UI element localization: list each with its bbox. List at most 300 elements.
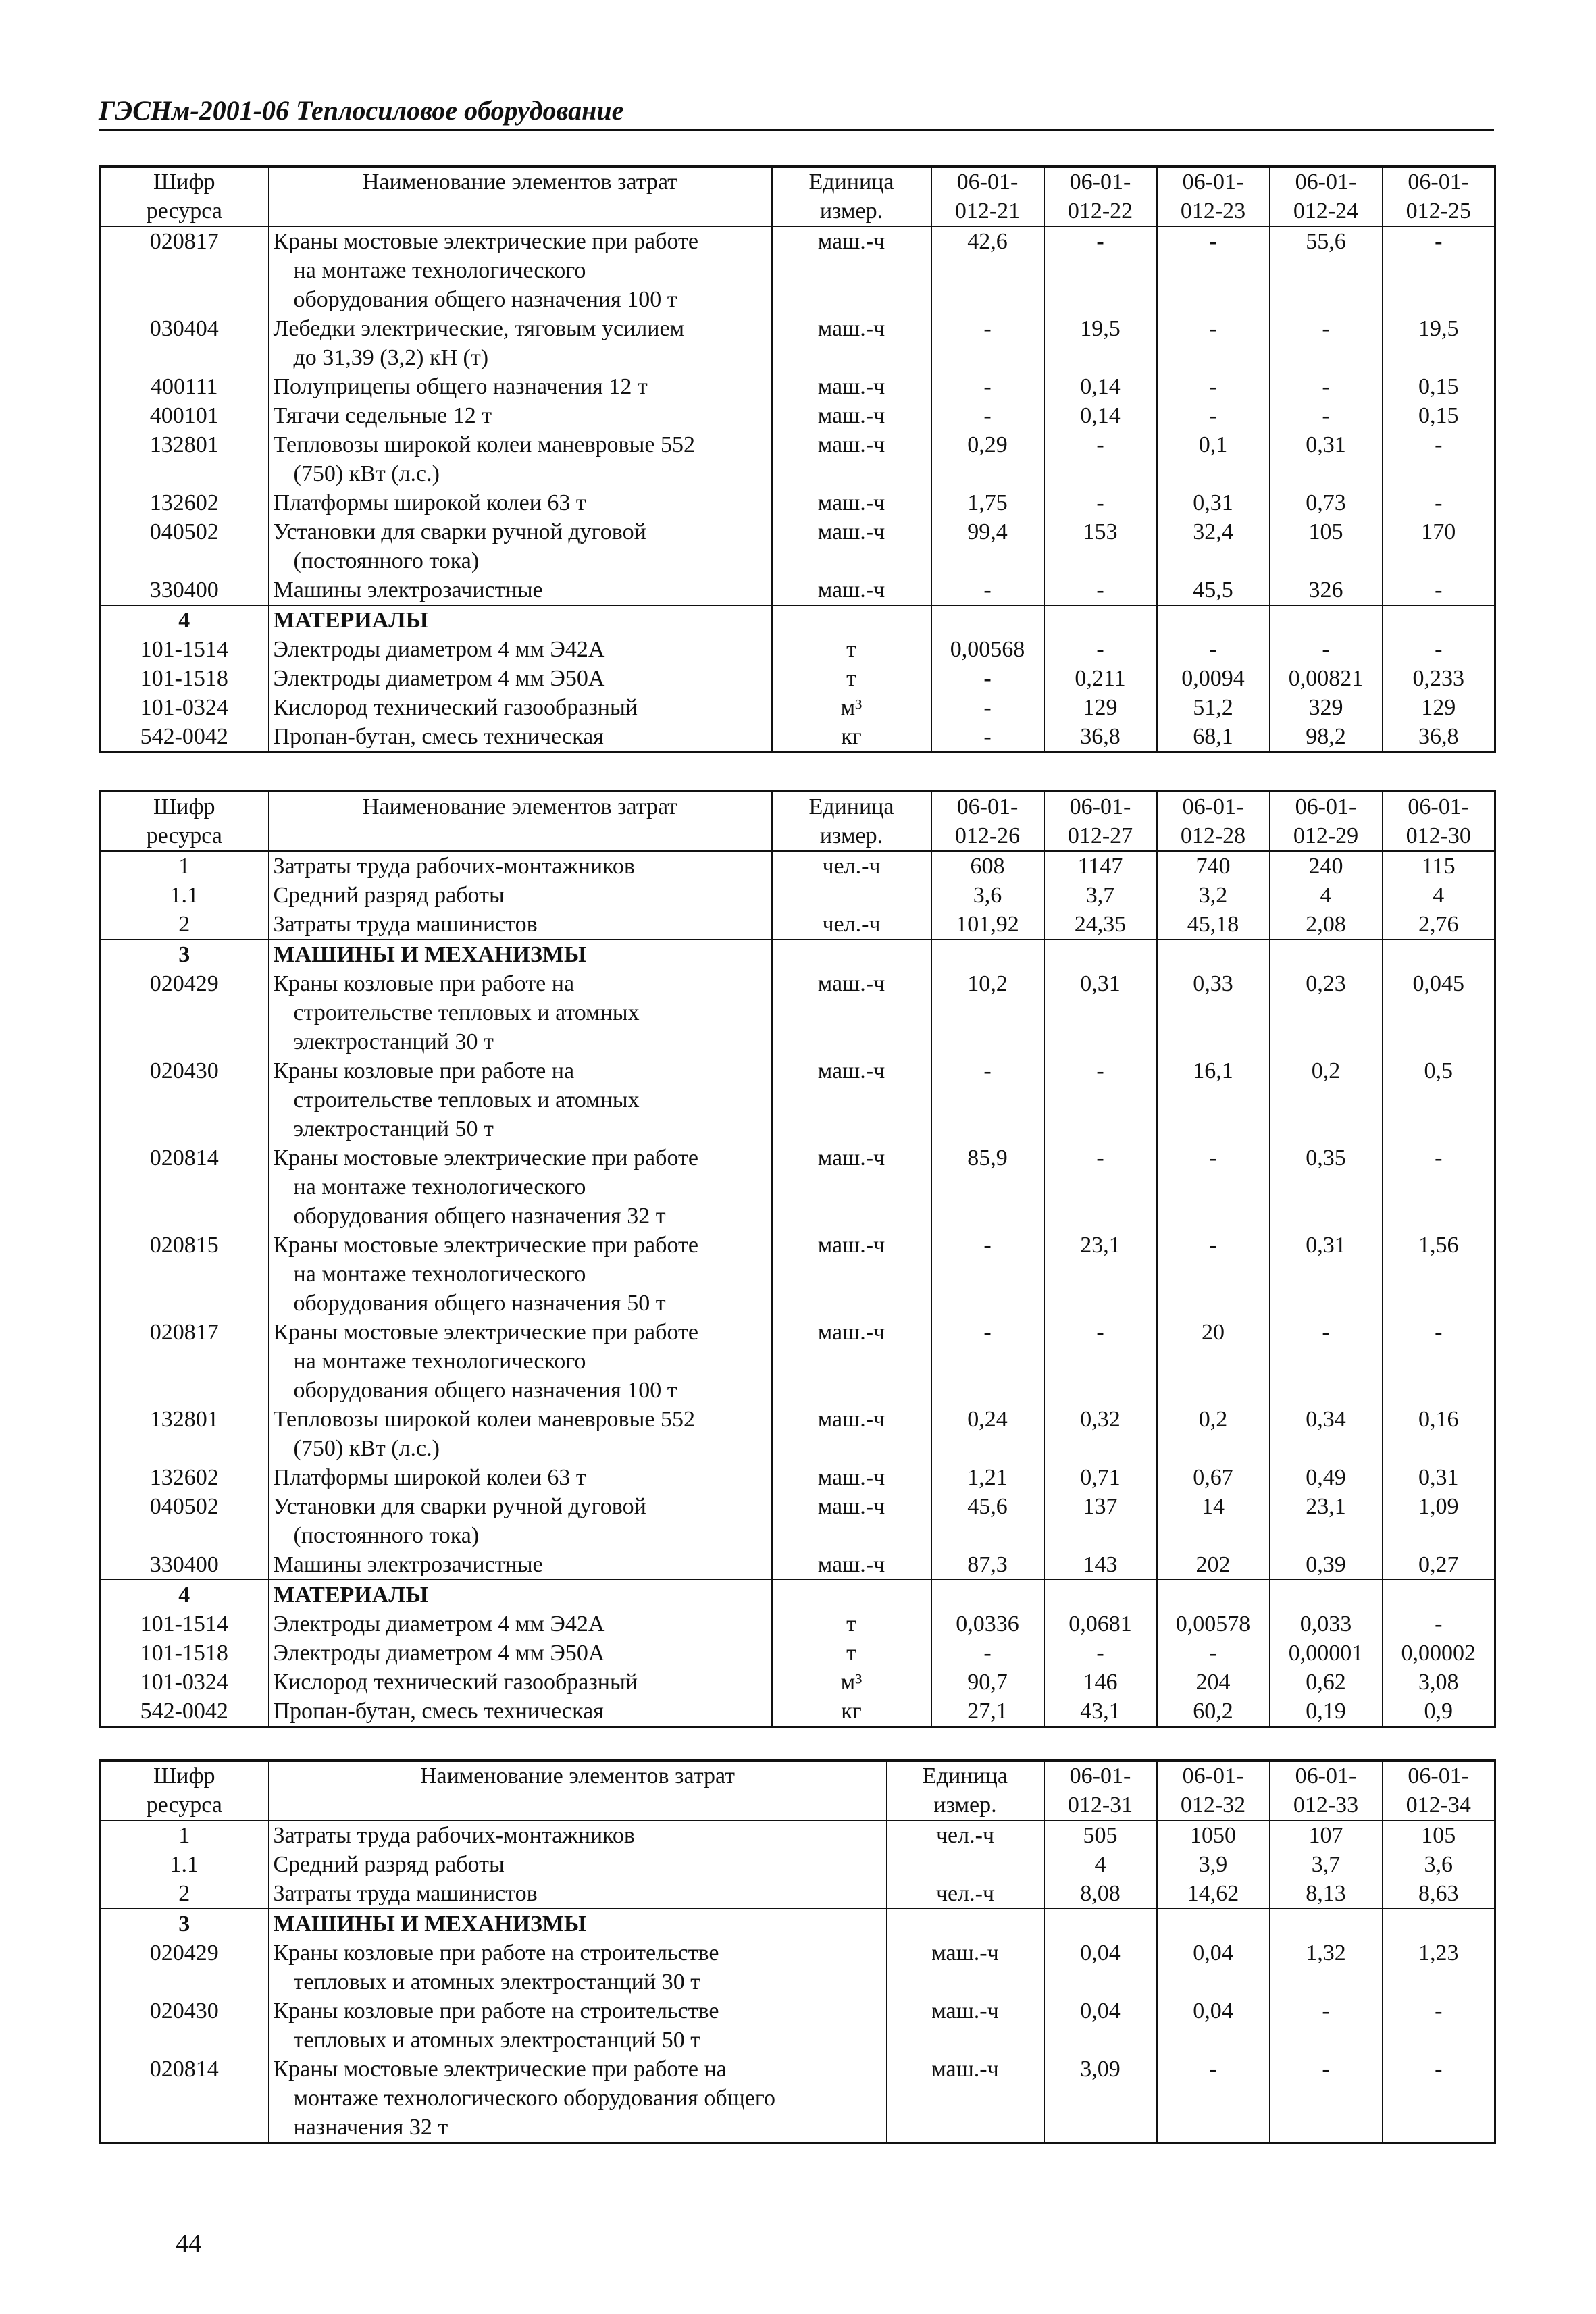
resource-code-cell: 101-1518 [100, 1639, 269, 1668]
value-cell: 1050 [1157, 1820, 1270, 1850]
resource-code-cell: 101-1514 [100, 635, 269, 664]
resource-name-line: на монтаже технологического [293, 1349, 586, 1374]
value-cell: - [1383, 430, 1495, 488]
header-name-cell: Наименование элементов затрат [269, 1761, 887, 1821]
resource-name-line: Затраты труда рабочих-монтажников [273, 1823, 635, 1848]
unit-cell: м³ [772, 1668, 931, 1697]
value-cell: 137 [1044, 1492, 1157, 1550]
value-cell: 27,1 [931, 1697, 1044, 1727]
header-norm-code-line1: 06-01- [1408, 794, 1470, 819]
header-unit-line2: измер. [933, 1793, 997, 1818]
value-cell: 0,24 [931, 1405, 1044, 1463]
resource-code-cell: 020430 [100, 1997, 269, 2055]
value-cell: - [1157, 1143, 1270, 1231]
value-cell: 0,233 [1383, 664, 1495, 693]
value-cell: - [1270, 635, 1383, 664]
resource-name-line: Краны мостовые электрические при работе [273, 1146, 698, 1171]
value-cell: 105 [1270, 517, 1383, 575]
value-cell: - [1383, 488, 1495, 517]
value-cell: 45,5 [1157, 575, 1270, 605]
resource-name-cell [269, 401, 772, 430]
value-cell: 45,6 [931, 1492, 1044, 1550]
header-unit-cell [772, 792, 931, 852]
resource-name-cell [269, 1879, 887, 1909]
unit-cell: маш.-ч [772, 969, 931, 1056]
value-cell: 0,31 [1044, 969, 1157, 1056]
unit-cell [887, 1850, 1044, 1879]
header-name-cell: Наименование элементов затрат [269, 167, 772, 227]
table-row [100, 969, 1495, 1056]
resource-name-line: (постоянного тока) [293, 548, 480, 573]
value-cell: 3,7 [1270, 1850, 1383, 1879]
value-cell [931, 605, 1044, 635]
value-cell: - [1270, 2055, 1383, 2143]
resource-code-cell: 4 [100, 605, 269, 635]
resource-code-cell: 400111 [100, 372, 269, 401]
value-cell: 4 [1383, 881, 1495, 910]
resource-code-cell: 3 [100, 1909, 269, 1938]
value-cell [1044, 605, 1157, 635]
table-row [100, 664, 1495, 693]
resource-name-cell [269, 517, 772, 575]
unit-cell: чел.-ч [887, 1820, 1044, 1850]
value-cell: - [1270, 401, 1383, 430]
header-code-line1: Шифр [153, 170, 215, 195]
value-cell: 3,6 [1383, 1850, 1495, 1879]
value-cell: - [1383, 1610, 1495, 1639]
section-row [100, 1580, 1495, 1610]
header-norm-code-cell [931, 792, 1044, 852]
value-cell [1044, 1580, 1157, 1610]
value-cell: 0,31 [1383, 1463, 1495, 1492]
table-row [100, 1610, 1495, 1639]
resource-name-cell [269, 1231, 772, 1318]
value-cell: - [931, 372, 1044, 401]
resource-table-1 [99, 165, 1496, 753]
resource-name-line: МАТЕРИАЛЫ [273, 1583, 428, 1608]
value-cell: - [1383, 1997, 1495, 2055]
resource-code-cell: 1 [100, 851, 269, 881]
value-cell: 0,71 [1044, 1463, 1157, 1492]
value-cell: 0,14 [1044, 401, 1157, 430]
resource-name-cell [269, 1850, 887, 1879]
unit-cell: маш.-ч [772, 430, 931, 488]
table-row [100, 722, 1495, 752]
table-row [100, 1231, 1495, 1318]
resource-name-cell [269, 1580, 772, 1610]
value-cell: 0,00001 [1270, 1639, 1383, 1668]
value-cell: 0,14 [1044, 372, 1157, 401]
value-cell: 14,62 [1157, 1879, 1270, 1909]
header-norm-code-cell [1270, 1761, 1383, 1821]
value-cell: 0,00578 [1157, 1610, 1270, 1639]
resource-name-line: Краны козловые при работе на строительстве [273, 1999, 719, 2024]
unit-cell: кг [772, 1697, 931, 1727]
header-norm-code-line1: 06-01- [956, 794, 1019, 819]
value-cell: - [1044, 635, 1157, 664]
value-cell [1270, 940, 1383, 969]
resource-name-line: оборудования общего назначения 100 т [293, 1378, 677, 1403]
resource-name-cell [269, 1143, 772, 1231]
value-cell: - [1157, 401, 1270, 430]
value-cell: 0,31 [1157, 488, 1270, 517]
header-code-line1: Шифр [153, 1764, 215, 1789]
value-cell: 0,27 [1383, 1550, 1495, 1580]
value-cell: 24,35 [1044, 910, 1157, 940]
value-cell [1383, 1580, 1495, 1610]
header-norm-code-cell [1044, 1761, 1157, 1821]
value-cell: 98,2 [1270, 722, 1383, 752]
header-norm-code-line2: 012-24 [1293, 199, 1359, 224]
resource-name-cell [269, 314, 772, 372]
resource-name-cell [269, 372, 772, 401]
value-cell: 0,0681 [1044, 1610, 1157, 1639]
header-norm-code-line2: 012-32 [1180, 1793, 1246, 1818]
header-norm-code-line2: 012-34 [1406, 1793, 1471, 1818]
value-cell: 740 [1157, 851, 1270, 881]
value-cell: - [1044, 1143, 1157, 1231]
header-code-cell [100, 167, 269, 227]
table-row [100, 1820, 1495, 1850]
value-cell: - [1270, 1318, 1383, 1405]
resource-name-line: Машины электрозачистные [273, 1552, 543, 1577]
header-norm-code-line1: 06-01- [1408, 170, 1470, 195]
resource-name-line: Пропан-бутан, смесь техническая [273, 1699, 604, 1724]
unit-cell [772, 1580, 931, 1610]
unit-cell: маш.-ч [887, 1997, 1044, 2055]
resource-name-line: до 31,39 (3,2) кН (т) [293, 345, 489, 370]
table-row [100, 1938, 1495, 1997]
unit-cell: чел.-ч [772, 910, 931, 940]
value-cell: 505 [1044, 1820, 1157, 1850]
value-cell: - [1383, 635, 1495, 664]
unit-cell: м³ [772, 693, 931, 722]
page-title: ГЭСНм-2001-06 Теплосиловое оборудование [99, 95, 624, 126]
value-cell: 60,2 [1157, 1697, 1270, 1727]
table-row [100, 1850, 1495, 1879]
table-row [100, 1463, 1495, 1492]
header-norm-code-line1: 06-01- [956, 170, 1019, 195]
value-cell: 85,9 [931, 1143, 1044, 1231]
header-norm-code-line2: 012-25 [1406, 199, 1471, 224]
value-cell: 0,211 [1044, 664, 1157, 693]
resource-code-cell: 1.1 [100, 1850, 269, 1879]
resource-code-cell: 020430 [100, 1056, 269, 1143]
resource-code-cell: 020429 [100, 969, 269, 1056]
value-cell: 0,16 [1383, 1405, 1495, 1463]
value-cell: - [1044, 226, 1157, 314]
value-cell: 0,0094 [1157, 664, 1270, 693]
table-row [100, 851, 1495, 881]
value-cell: - [931, 664, 1044, 693]
header-unit-cell [772, 167, 931, 227]
header-norm-code-cell [1157, 1761, 1270, 1821]
value-cell: 2,08 [1270, 910, 1383, 940]
resource-code-cell: 020817 [100, 1318, 269, 1405]
resource-name-line: Краны мостовые электрические при работе [273, 1320, 698, 1345]
value-cell: 146 [1044, 1668, 1157, 1697]
header-norm-code-cell [1383, 1761, 1495, 1821]
resource-name-line: строительстве тепловых и атомных [293, 1000, 640, 1025]
table-row [100, 1143, 1495, 1231]
header-norm-code-line1: 06-01- [1182, 1764, 1244, 1789]
resource-name-cell [269, 881, 772, 910]
resource-name-line: Электроды диаметром 4 мм Э50А [273, 1641, 605, 1666]
value-cell: 0,15 [1383, 372, 1495, 401]
value-cell: 0,1 [1157, 430, 1270, 488]
value-cell: 0,15 [1383, 401, 1495, 430]
value-cell: - [1270, 1997, 1383, 2055]
resource-code-cell: 400101 [100, 401, 269, 430]
resource-name-line: Пропан-бутан, смесь техническая [273, 724, 604, 749]
value-cell: - [931, 693, 1044, 722]
value-cell: 32,4 [1157, 517, 1270, 575]
value-cell: - [1383, 2055, 1495, 2143]
table-row [100, 1492, 1495, 1550]
value-cell: 204 [1157, 1668, 1270, 1697]
header-norm-code-line1: 06-01- [1182, 170, 1244, 195]
header-norm-code-line2: 012-22 [1067, 199, 1133, 224]
resource-code-cell: 2 [100, 1879, 269, 1909]
resource-table-2 [99, 790, 1496, 1728]
value-cell: - [1383, 575, 1495, 605]
value-cell: 99,4 [931, 517, 1044, 575]
value-cell: 153 [1044, 517, 1157, 575]
header-norm-code-cell [1157, 792, 1270, 852]
value-cell: - [1044, 1639, 1157, 1668]
value-cell: 16,1 [1157, 1056, 1270, 1143]
resource-name-line: Затраты труда рабочих-монтажников [273, 854, 635, 879]
resource-name-line: Лебедки электрические, тяговым усилием [273, 316, 685, 341]
resource-name-line: Машины электрозачистные [273, 577, 543, 602]
value-cell: - [931, 1639, 1044, 1668]
resource-code-cell: 330400 [100, 1550, 269, 1580]
header-norm-code-cell [931, 167, 1044, 227]
value-cell: 3,09 [1044, 2055, 1157, 2143]
resource-code-cell: 030404 [100, 314, 269, 372]
value-cell: 0,67 [1157, 1463, 1270, 1492]
unit-cell: маш.-ч [772, 1231, 931, 1318]
resource-name-line: Тепловозы широкой колеи маневровые 552 [273, 432, 695, 457]
unit-cell [887, 1909, 1044, 1938]
value-cell: 8,63 [1383, 1879, 1495, 1909]
value-cell [931, 1580, 1044, 1610]
table-row [100, 1668, 1495, 1697]
value-cell: 0,045 [1383, 969, 1495, 1056]
value-cell: 0,62 [1270, 1668, 1383, 1697]
resource-code-cell: 132801 [100, 430, 269, 488]
header-code-line2: ресурса [146, 823, 222, 848]
header-norm-code-line2: 012-21 [954, 199, 1021, 224]
value-cell: 19,5 [1044, 314, 1157, 372]
resource-code-cell: 020814 [100, 2055, 269, 2143]
value-cell: 0,9 [1383, 1697, 1495, 1727]
value-cell: 608 [931, 851, 1044, 881]
value-cell: - [1383, 1318, 1495, 1405]
value-cell [1044, 1909, 1157, 1938]
header-code-cell [100, 792, 269, 852]
header-code-line1: Шифр [153, 794, 215, 819]
value-cell: 0,31 [1270, 1231, 1383, 1318]
unit-cell [772, 940, 931, 969]
value-cell: 0,33 [1157, 969, 1270, 1056]
value-cell: 0,2 [1270, 1056, 1383, 1143]
unit-cell: маш.-ч [772, 1463, 931, 1492]
unit-cell: маш.-ч [887, 1938, 1044, 1997]
value-cell: 0,73 [1270, 488, 1383, 517]
value-cell: - [1157, 314, 1270, 372]
value-cell: 202 [1157, 1550, 1270, 1580]
value-cell: 20 [1157, 1318, 1270, 1405]
resource-name-cell [269, 2055, 887, 2143]
resource-code-cell: 101-0324 [100, 693, 269, 722]
table-row [100, 1639, 1495, 1668]
value-cell: 329 [1270, 693, 1383, 722]
value-cell: 36,8 [1383, 722, 1495, 752]
value-cell: 107 [1270, 1820, 1383, 1850]
value-cell: - [1044, 1056, 1157, 1143]
value-cell: - [931, 722, 1044, 752]
resource-name-line: Полуприцепы общего назначения 12 т [273, 374, 648, 399]
resource-name-line: Краны козловые при работе на [273, 971, 575, 996]
unit-cell: маш.-ч [772, 1143, 931, 1231]
resource-name-line: (750) кВт (л.с.) [293, 461, 440, 486]
header-norm-code-line1: 06-01- [1295, 1764, 1357, 1789]
value-cell: 0,35 [1270, 1143, 1383, 1231]
value-cell: - [1044, 430, 1157, 488]
resource-name-line: Затраты труда машинистов [273, 1881, 538, 1906]
resource-name-cell [269, 1463, 772, 1492]
resource-code-cell: 101-0324 [100, 1668, 269, 1697]
section-row [100, 605, 1495, 635]
resource-name-line: Электроды диаметром 4 мм Э42А [273, 637, 605, 662]
resource-code-cell: 101-1518 [100, 664, 269, 693]
value-cell [1270, 1580, 1383, 1610]
resource-code-cell: 542-0042 [100, 1697, 269, 1727]
resource-name-cell [269, 605, 772, 635]
value-cell: 90,7 [931, 1668, 1044, 1697]
value-cell [1270, 605, 1383, 635]
header-norm-code-line1: 06-01- [1069, 1764, 1131, 1789]
table-row [100, 2055, 1495, 2143]
value-cell [1383, 1909, 1495, 1938]
value-cell [1383, 605, 1495, 635]
header-norm-code-line2: 012-30 [1406, 823, 1471, 848]
resource-name-cell [269, 430, 772, 488]
resource-code-cell: 040502 [100, 1492, 269, 1550]
header-norm-code-line2: 012-26 [954, 823, 1021, 848]
resource-name-cell [269, 1639, 772, 1668]
table-row [100, 693, 1495, 722]
table-row [100, 1879, 1495, 1909]
resource-name-cell [269, 1668, 772, 1697]
value-cell: 8,13 [1270, 1879, 1383, 1909]
value-cell [931, 940, 1044, 969]
unit-cell: маш.-ч [772, 401, 931, 430]
value-cell: 0,49 [1270, 1463, 1383, 1492]
resource-name-line: МАШИНЫ И МЕХАНИЗМЫ [273, 942, 587, 967]
table-row [100, 517, 1495, 575]
header-unit-cell [887, 1761, 1044, 1821]
value-cell: 170 [1383, 517, 1495, 575]
header-norm-code-line1: 06-01- [1069, 170, 1131, 195]
section-row [100, 1909, 1495, 1938]
table-header-row [100, 1761, 1495, 1821]
value-cell: - [1383, 226, 1495, 314]
resource-name-line: Установки для сварки ручной дуговой [273, 1494, 646, 1519]
value-cell: 3,7 [1044, 881, 1157, 910]
page-number: 44 [176, 2230, 201, 2258]
resource-name-line: Кислород технический газообразный [273, 1670, 638, 1695]
resource-name-cell [269, 1820, 887, 1850]
table-row [100, 226, 1495, 314]
header-unit-line1: Единица [808, 794, 894, 819]
value-cell: 240 [1270, 851, 1383, 881]
value-cell: 0,04 [1044, 1997, 1157, 2055]
unit-cell: чел.-ч [772, 851, 931, 881]
header-norm-code-line1: 06-01- [1069, 794, 1131, 819]
header-code-line2: ресурса [146, 199, 222, 224]
header-unit-line1: Единица [808, 170, 894, 195]
table-row [100, 1318, 1495, 1405]
header-norm-code-line1: 06-01- [1408, 1764, 1470, 1789]
value-cell: 0,32 [1044, 1405, 1157, 1463]
value-cell: - [1383, 1143, 1495, 1231]
value-cell: - [931, 1318, 1044, 1405]
value-cell: 0,0336 [931, 1610, 1044, 1639]
value-cell: 51,2 [1157, 693, 1270, 722]
resource-code-cell: 4 [100, 1580, 269, 1610]
resource-name-line: назначения 32 т [293, 2115, 448, 2140]
value-cell: 0,19 [1270, 1697, 1383, 1727]
resource-name-cell [269, 635, 772, 664]
resource-name-line: оборудования общего назначения 100 т [293, 287, 677, 312]
value-cell: 1,56 [1383, 1231, 1495, 1318]
table-row [100, 401, 1495, 430]
table-row [100, 372, 1495, 401]
header-norm-code-cell [1044, 167, 1157, 227]
value-cell: 0,033 [1270, 1610, 1383, 1639]
value-cell: 0,00568 [931, 635, 1044, 664]
table-row [100, 1550, 1495, 1580]
value-cell: - [1157, 1231, 1270, 1318]
value-cell: - [1157, 226, 1270, 314]
resource-code-cell: 132602 [100, 1463, 269, 1492]
value-cell: 0,04 [1044, 1938, 1157, 1997]
resource-name-line: Электроды диаметром 4 мм Э42А [273, 1612, 605, 1637]
unit-cell [772, 605, 931, 635]
value-cell: 68,1 [1157, 722, 1270, 752]
value-cell: 10,2 [931, 969, 1044, 1056]
unit-cell: маш.-ч [772, 226, 931, 314]
table-row [100, 635, 1495, 664]
table-row [100, 881, 1495, 910]
header-norm-code-cell [1383, 792, 1495, 852]
unit-cell: маш.-ч [772, 488, 931, 517]
header-norm-code-line2: 012-27 [1067, 823, 1133, 848]
table-row [100, 1697, 1495, 1727]
header-code-line2: ресурса [146, 1793, 222, 1818]
resource-name-line: Платформы широкой колеи 63 т [273, 1465, 586, 1490]
resource-name-cell [269, 1997, 887, 2055]
resource-name-line: Тягачи седельные 12 т [273, 403, 492, 428]
resource-name-line: Установки для сварки ручной дуговой [273, 519, 646, 544]
resource-code-cell: 2 [100, 910, 269, 940]
resource-name-line: оборудования общего назначения 50 т [293, 1291, 666, 1316]
resource-name-cell [269, 851, 772, 881]
header-norm-code-line1: 06-01- [1182, 794, 1244, 819]
resource-code-cell: 542-0042 [100, 722, 269, 752]
